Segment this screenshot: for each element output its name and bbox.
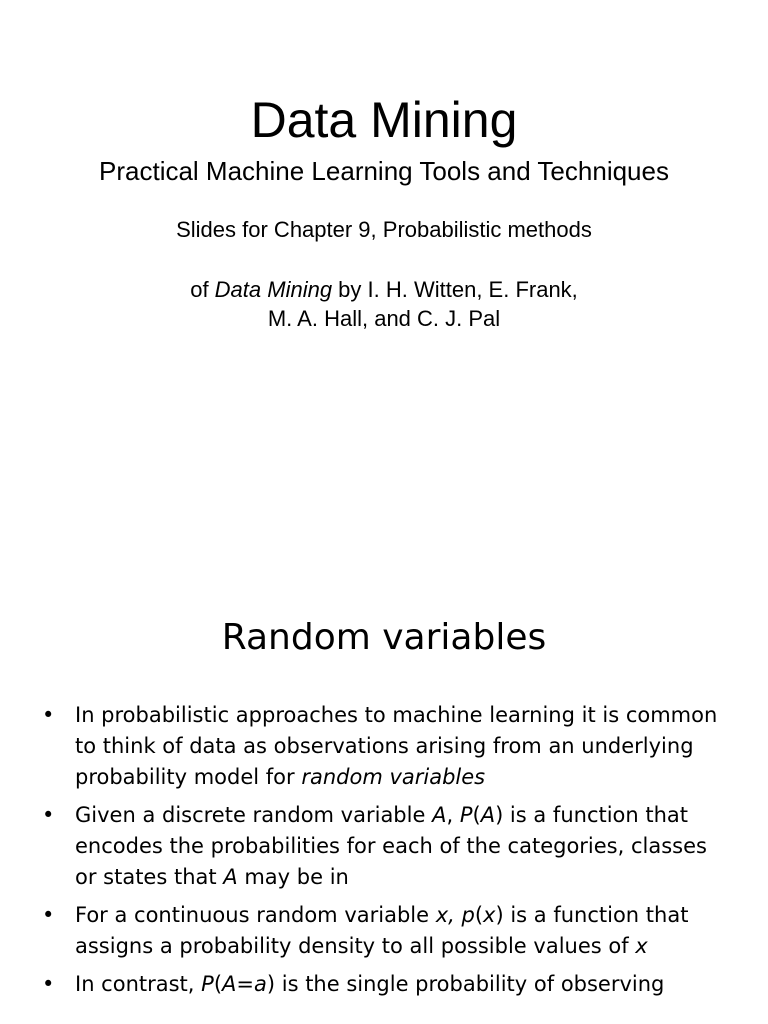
bullet-text: ) is a function that assigns a probability density to all possible values of xyxy=(75,903,689,958)
bullet-emphasis: A xyxy=(480,803,496,827)
bullet-icon: • xyxy=(42,903,55,927)
bullet-emphasis: P xyxy=(459,803,473,827)
credit-line-2: M. A. Hall, and C. J. Pal xyxy=(267,306,501,331)
book-credit xyxy=(0,275,768,333)
bullet-emphasis: x, p xyxy=(435,903,475,927)
credit-authors: by I. H. Witten, E. Frank, xyxy=(332,277,578,302)
bullet-emphasis: P xyxy=(201,972,214,996)
bullet-icon: • xyxy=(42,703,55,727)
chapter-line: Slides for Chapter 9, Probabilistic methods xyxy=(176,217,592,242)
bullet-text: may be in xyxy=(237,865,349,889)
bullet-text: In probabilistic approaches to machine learning it is common to think of data as observations arising from an underlying probability model for xyxy=(75,703,718,789)
bullet-text: ) is a function that encodes the probabilities for each of the categories, classes or states that xyxy=(75,803,707,889)
bullet-item xyxy=(0,800,768,893)
slide-subtitle: Practical Machine Learning Tools and Techniques xyxy=(99,156,669,186)
bullet-list xyxy=(0,700,768,1007)
bullet-item xyxy=(0,969,768,1000)
bullet-emphasis: x xyxy=(483,903,496,927)
bullet-emphasis: x xyxy=(635,934,648,958)
bullet-icon: • xyxy=(42,803,55,827)
slide-title: Random variables xyxy=(221,617,547,658)
bullet-emphasis: A xyxy=(432,803,447,827)
bullet-text: For a continuous random variable xyxy=(75,903,436,927)
bullet-item xyxy=(0,900,768,962)
bullet-item xyxy=(0,700,768,793)
bullet-icon: • xyxy=(42,972,55,996)
book-title: Data Mining xyxy=(214,277,333,302)
credit-of: of xyxy=(190,277,215,302)
bullet-text: ) is the single probability of observing xyxy=(266,972,665,996)
bullet-text: ( xyxy=(213,972,223,996)
bullet-text: Given a discrete random variable xyxy=(75,803,433,827)
bullet-text: ( xyxy=(474,903,484,927)
slide-title: Data Mining xyxy=(250,92,518,148)
bullet-emphasis: random variables xyxy=(301,765,486,789)
random-variables-slide xyxy=(0,576,768,1024)
bullet-emphasis: A=a xyxy=(222,972,267,996)
bullet-emphasis: A xyxy=(223,865,238,889)
bullet-text: ( xyxy=(472,803,481,827)
bullet-text: In contrast, xyxy=(75,972,202,996)
bullet-text: , xyxy=(446,803,460,827)
credit-line-1 xyxy=(0,275,768,304)
